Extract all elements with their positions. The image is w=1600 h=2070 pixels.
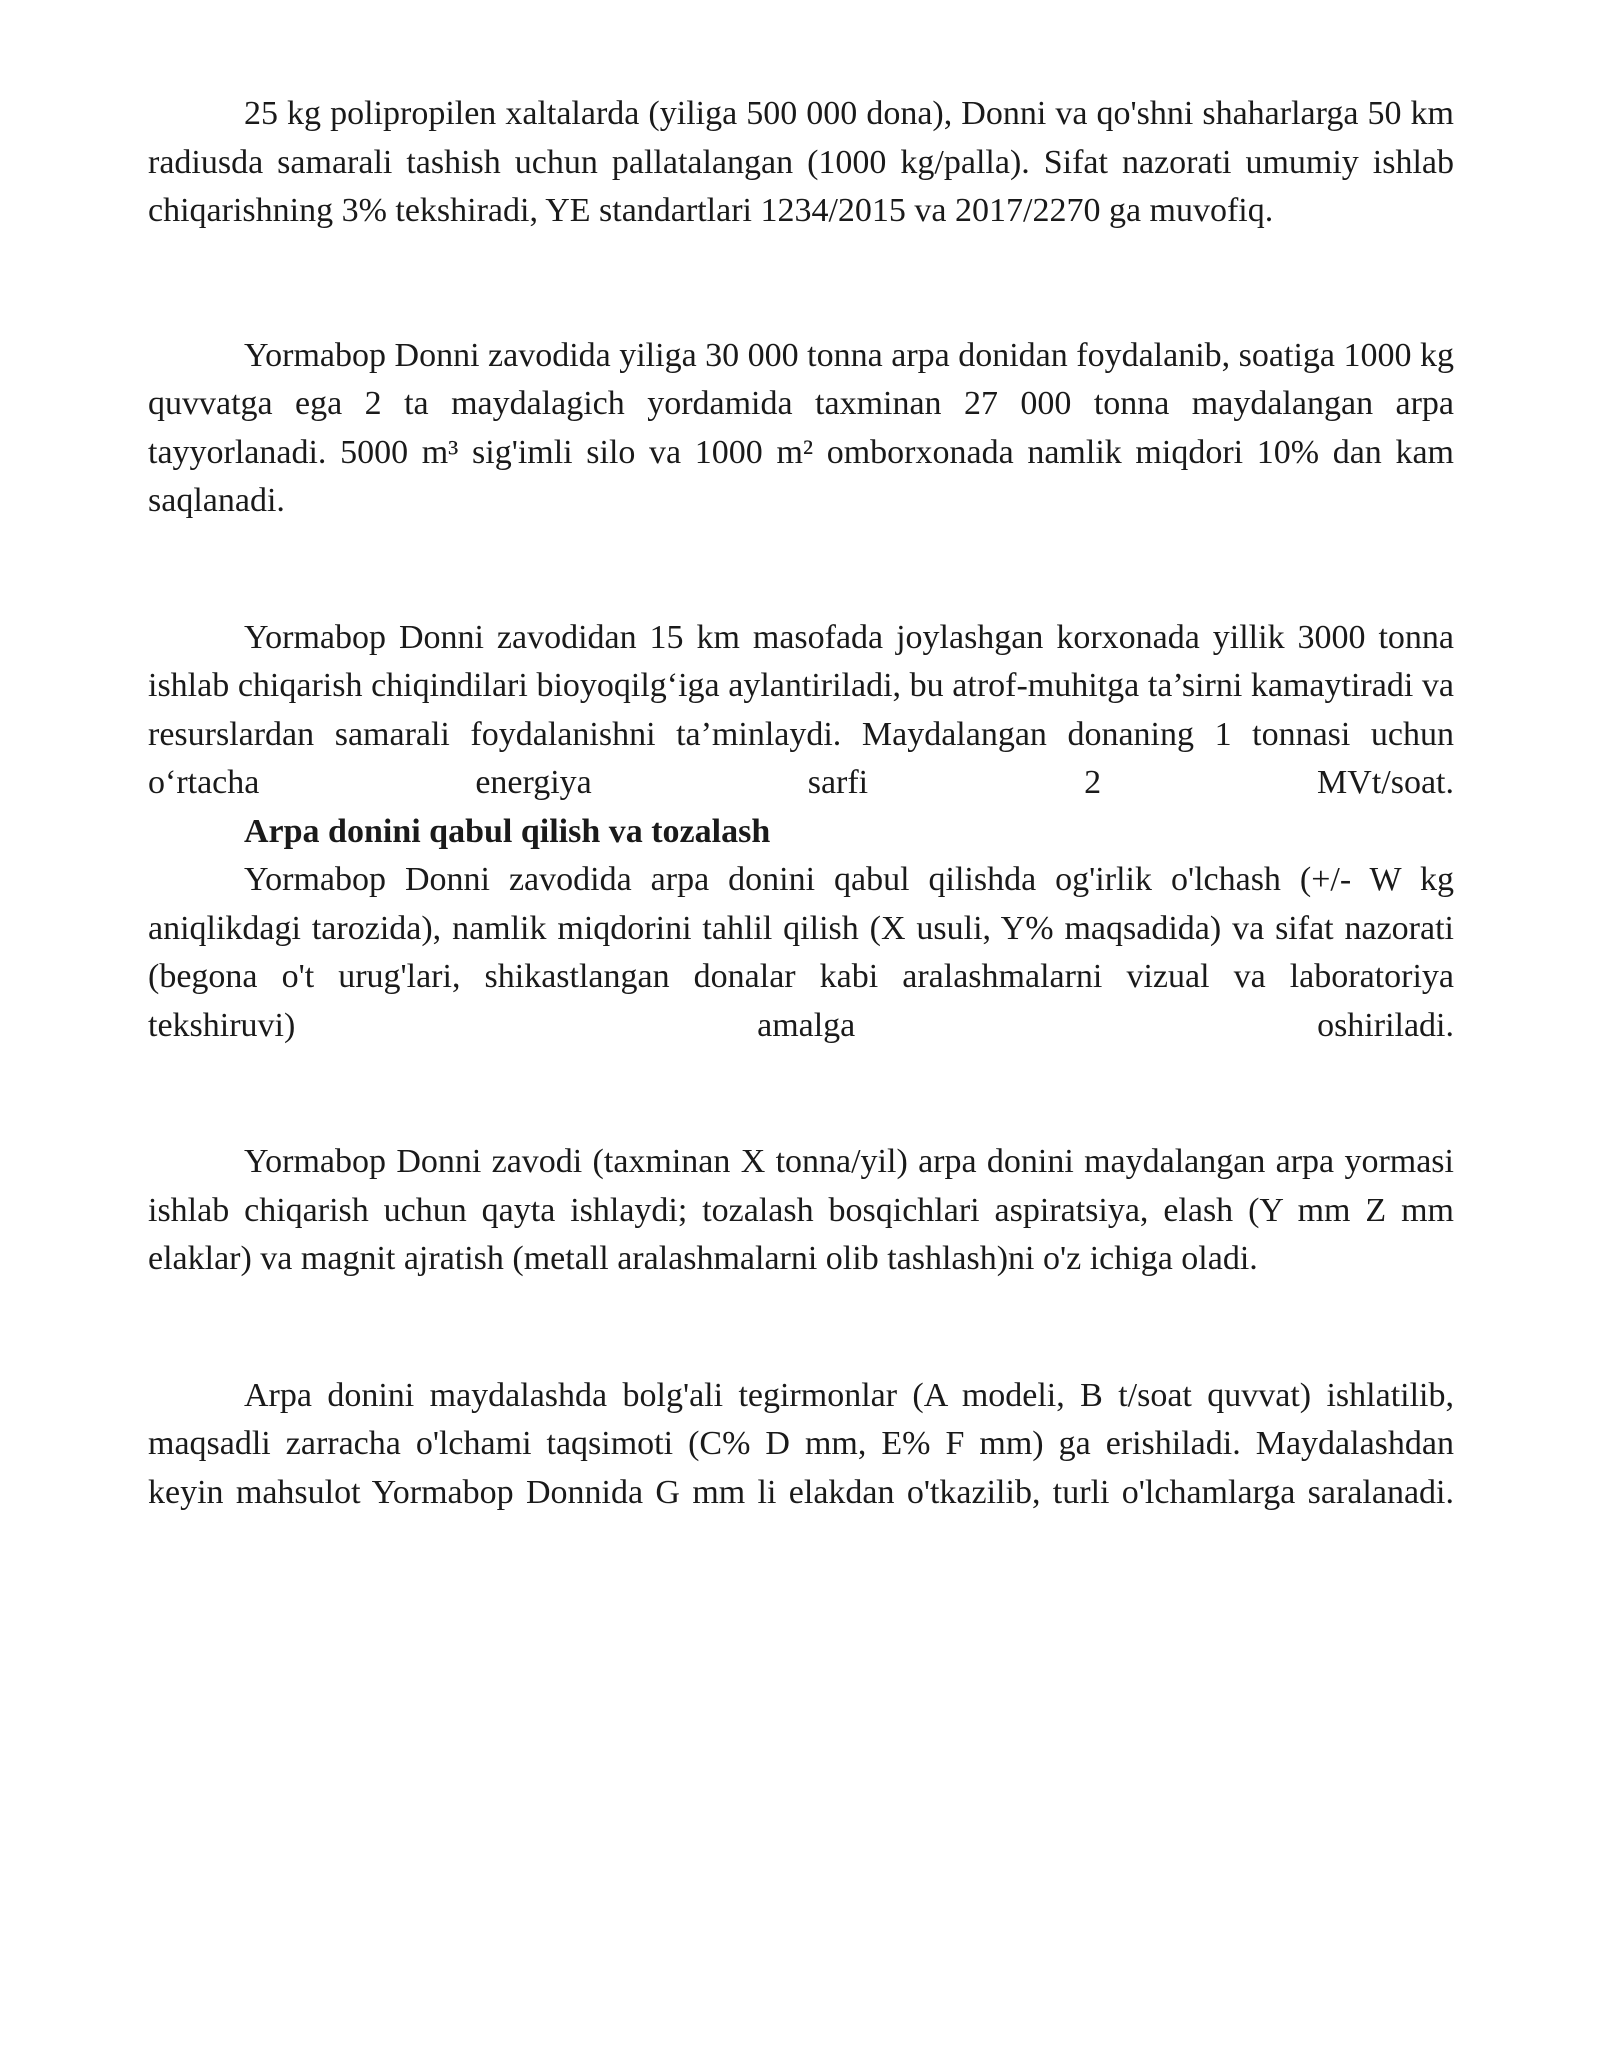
paragraph-waste-energy: Yormabop Donni zavodidan 15 km masofada joylashgan korxonada yillik 3000 tonna ishlab chiqarish chiqindilari bioyoqilg‘iga aylantiriladi, bu atrof-muhitga ta’sirni kamaytiradi va resurslardan samarali foydalanishni ta’minlaydi. Maydalangan donaning 1 tonnasi uchun o‘rtacha energiya sarfi 2 MVt/soat. xyxy=(148,618,1454,801)
paragraph-milling: Arpa donini maydalashda bolg'ali tegirmonlar (A modeli, B t/soat quvvat) ishlatilib, maqsadli zarracha o'lchami taqsimoti (C% D mm, E% F mm) ga erishiladi. Maydalashdan keyin mahsulot Yormabop Donnida G mm li elakdan o'tkazilib, turli o'lchamlarga saralanadi. xyxy=(148,1376,1454,1511)
paragraph-receiving: Yormabop Donni zavodida arpa donini qabul qilishda og'irlik o'lchash (+/- W kg aniqlikdagi tarozida), namlik miqdorini tahlil qilish (X usuli, Y% maqsadida) va sifat nazorati (begona o't urug'lari, shikastlangan donalar kabi aralashmalarni vizual va laboratoriya tekshiruvi) amalga oshiriladi. xyxy=(148,861,1454,1044)
paragraph-production: Yormabop Donni zavodida yiliga 30 000 tonna arpa donidan foydalanib, soatiga 1000 kg quvvatga ega 2 ta maydalagich yordamida taxminan 27 000 tonna maydalangan arpa tayyorlanadi. 5000 m³ sig'imli silo va 1000 m² omborxonada namlik miqdori 10% dan kam saqlanadi. xyxy=(148,336,1454,519)
document-page xyxy=(148,90,1454,1517)
paragraph-packaging: 25 kg polipropilen xaltalarda (yiliga 500 000 dona), Donni va qo'shni shaharlarga 50 km radiusda samarali tashish uchun pallatalangan (1000 kg/palla). Sifat nazorati umumiy ishlab chiqarishning 3% tekshiradi, YE standartlari 1234/2015 va 2017/2270 ga muvofiq. xyxy=(148,95,1454,229)
paragraph-cleaning: Yormabop Donni zavodi (taxminan X tonna/yil) arpa donini maydalangan arpa yormasi ishlab chiqarish uchun qayta ishlaydi; tozalash bosqichlari aspiratsiya, elash (Y mm Z mm elaklar) va magnit ajratish (metall aralashmalarni olib tashlash)ni o'z ichiga oladi. xyxy=(148,1143,1454,1277)
section-heading: Arpa donini qabul qilish va tozalash xyxy=(244,812,771,850)
